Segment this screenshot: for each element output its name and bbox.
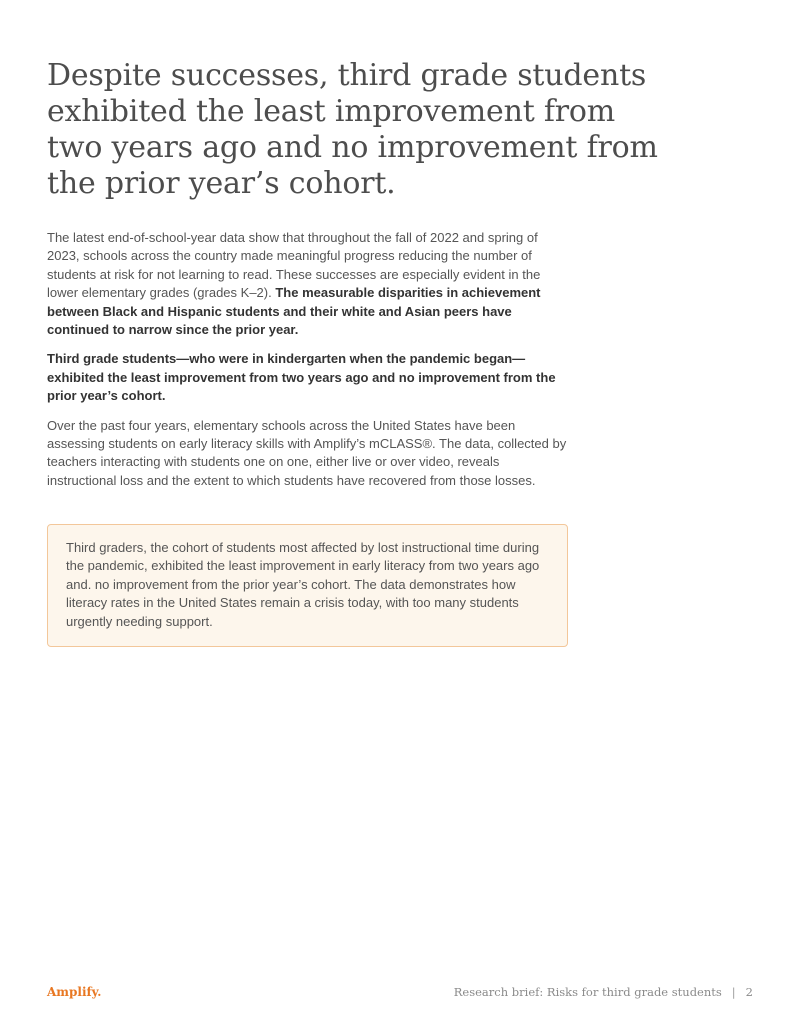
page-headline: Despite successes, third grade students exhibited the least improvement from two years ago and no improvement from the prior year’s cohort. <box>47 58 658 201</box>
footer-running-title <box>454 985 753 999</box>
paragraph-intro-bold: The measurable disparities in achievement between Black and Hispanic students and their white and Asian peers have continued to narrow since the prior year. <box>47 285 541 338</box>
paragraph-intro <box>47 229 567 339</box>
amplify-logo: Amplify. <box>47 985 102 999</box>
footer-document-title: Research brief: Risks for third grade students <box>453 985 722 999</box>
callout-box <box>47 524 568 647</box>
paragraph-third-grade: Third grade students—who were in kindergarten when the pandemic began—exhibited the least improvement from two years ago and no improvement from the prior year’s cohort. <box>47 351 556 404</box>
body-text <box>47 229 567 501</box>
callout-text: Third graders, the cohort of students most affected by lost instructional time during the pandemic, exhibited the least improvement in early literacy from two years ago and. no improvement from the prior year’s cohort. The data demonstrates how literacy rates in the United States remain a crisis today, with too many students urgently needing support. <box>66 540 540 629</box>
page-number: 2 <box>745 985 753 999</box>
paragraph-mclass: Over the past four years, elementary schools across the United States have been assessing students on early literacy skills with Amplify’s mCLASS®. The data, collected by teachers interacting with students one on one, either live or over video, reveals instructional loss and the extent to which students have recovered from those losses. <box>47 417 567 488</box>
paragraph-intro-regular: The latest end-of-school-year data show that throughout the fall of 2022 and spring of 2023, schools across the country made meaningful progress reducing the number of students at risk for not learning to read. These successes are especially evident in the lower elementary grades (grades K–2). <box>47 230 541 301</box>
footer-separator: | <box>731 985 736 999</box>
